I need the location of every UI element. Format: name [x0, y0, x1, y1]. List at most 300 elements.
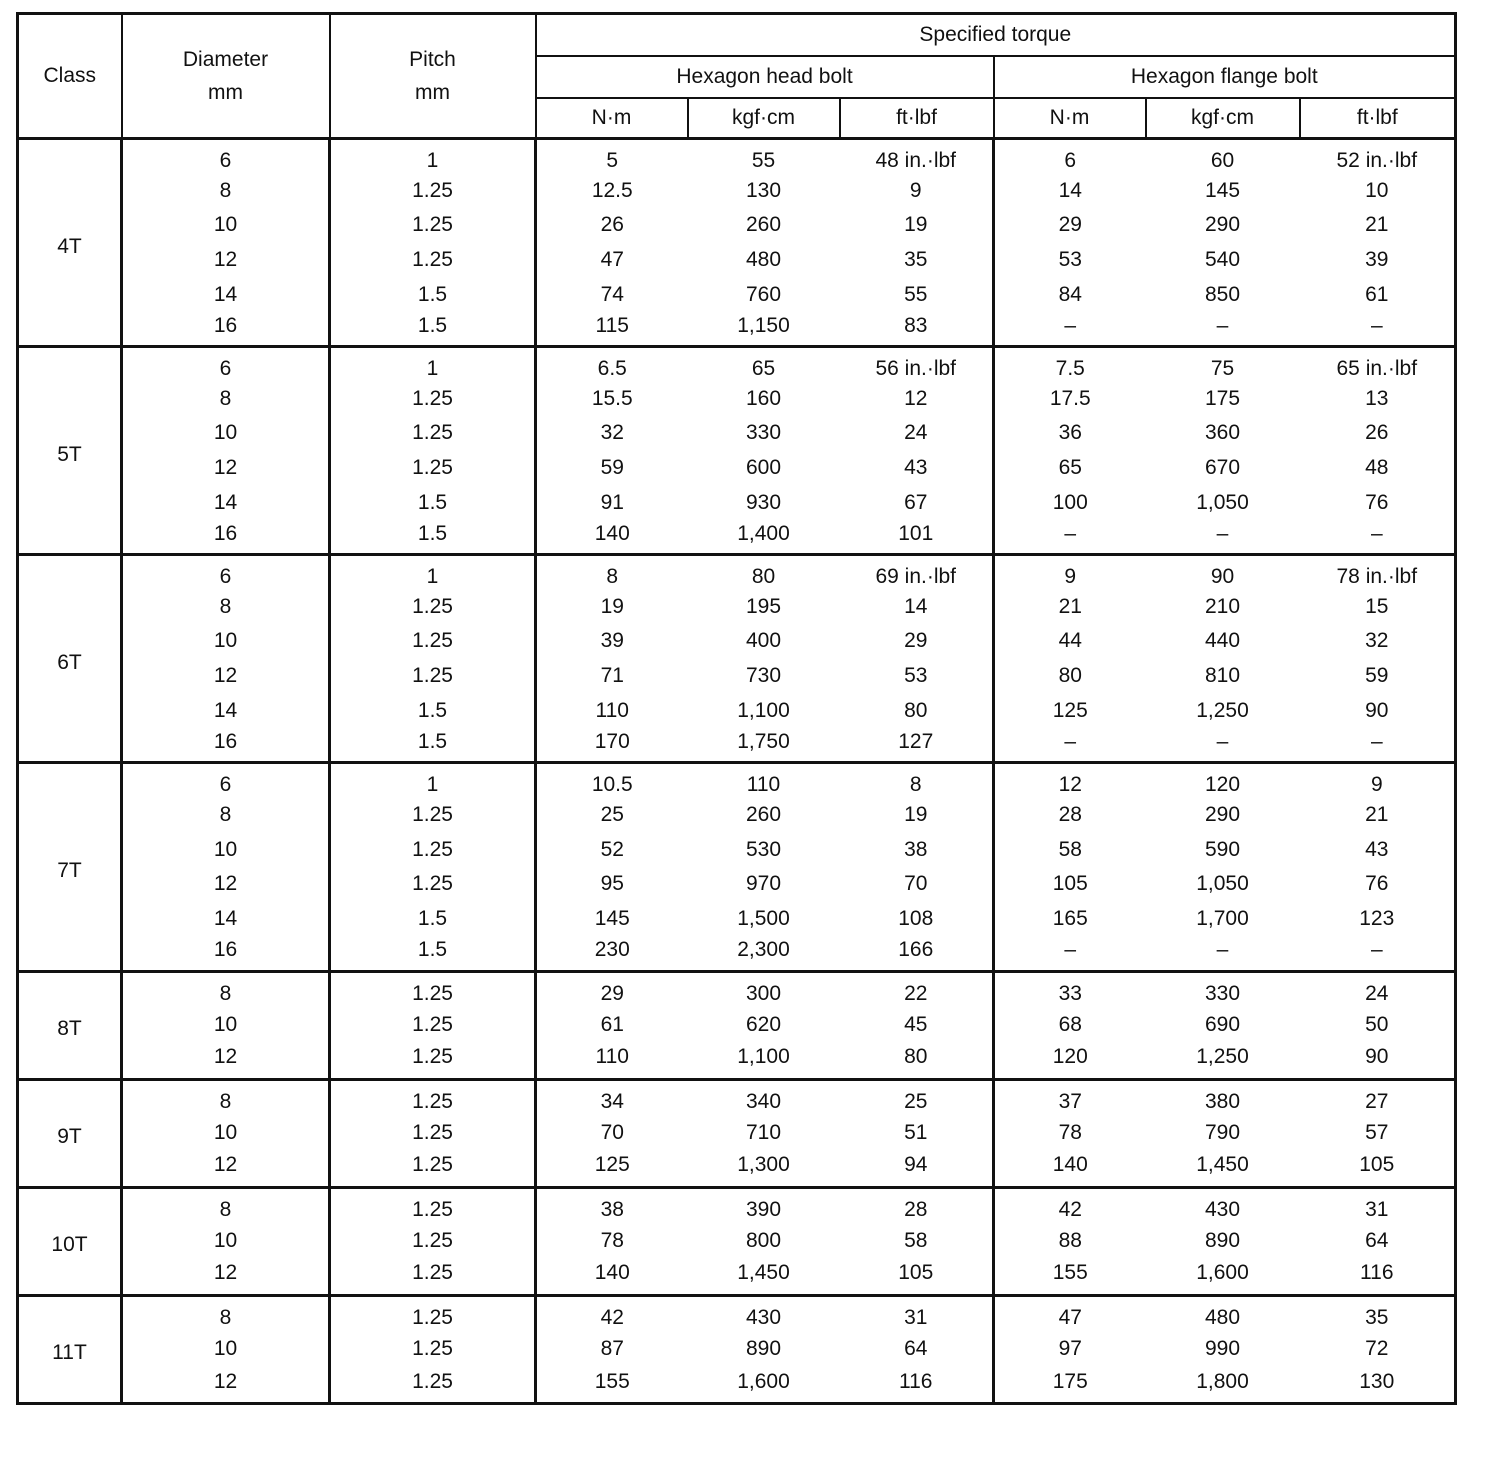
diameter-cell: 12 [122, 1043, 330, 1079]
flange-ftlbf-cell: 27 [1300, 1079, 1456, 1115]
head-ftlbf-cell: 12 [840, 381, 994, 416]
table-row [18, 347, 1456, 382]
hex-flange-bolt-header: Hexagon flange bolt [994, 56, 1456, 98]
head-kgfcm-cell: 800 [745, 1229, 782, 1252]
head-nm-cell: 115 [595, 313, 629, 337]
head-kgfcm-cell: 2,300 [737, 937, 790, 961]
head-nm-cell: 91 [600, 490, 624, 514]
pitch-cell: 1.5 [330, 312, 536, 347]
flange-kgfcm-cell: 1,450 [1196, 1153, 1249, 1177]
flange-ftlbf-cell: – [1370, 521, 1383, 545]
flange-ftlbf-cell: 78 in.·lbf [1300, 555, 1456, 590]
head-ftlbf-cell: 56 in.·lbf [840, 347, 994, 382]
flange-ftlbf-cell: 90 [1365, 1045, 1389, 1069]
head-ftlbf-cell: 31 [840, 1295, 994, 1331]
head-kgfcm-cell: 65 [688, 347, 840, 382]
flange-ftlbf-cell: 65 in.·lbf [1300, 347, 1456, 382]
flange-ftlbf-cell: 59 [1365, 664, 1389, 688]
head-ftlbf-cell: 105 [840, 1259, 994, 1295]
flange-kgfcm-cell: – [1216, 313, 1229, 337]
flange-nm-cell: – [1064, 521, 1077, 545]
pitch-cell: 1.25 [330, 1331, 536, 1367]
head-kgfcm-cell: 430 [688, 1295, 840, 1331]
torque-grid [16, 12, 1457, 1405]
flange-nm-cell: 6 [994, 139, 1146, 174]
flange-kgfcm-cell: 850 [1204, 282, 1241, 306]
head-nm-cell: 39 [600, 629, 624, 653]
head-kgfcm-cell: 340 [688, 1079, 840, 1115]
head-nm-cell: 170 [594, 729, 630, 753]
flange-ftlbf-cell: 43 [1365, 837, 1389, 861]
head-kgfcm-cell: 1,300 [737, 1153, 790, 1177]
table-row [18, 867, 1456, 902]
head-ftlbf-cell: 24 [840, 416, 994, 451]
diameter-cell: 8 [122, 1187, 330, 1223]
flange-kgfcm-cell: – [1216, 729, 1229, 753]
table-row [18, 381, 1456, 416]
head-ftlbf-cell: 53 [840, 659, 994, 694]
flange-kgfcm-cell: 75 [1146, 347, 1300, 382]
flange-ftlbf-cell: – [1370, 313, 1383, 337]
class-cell: 11T [18, 1295, 122, 1404]
table-row [18, 1043, 1456, 1079]
table-row [18, 1295, 1456, 1331]
diameter-cell: 12 [122, 1367, 330, 1404]
head-nm-cell: 42 [536, 1295, 688, 1331]
flange-kgfcm-cell: 175 [1204, 386, 1241, 410]
pitch-cell: 1.25 [330, 589, 536, 624]
table-row [18, 1367, 1456, 1404]
table-row [18, 1259, 1456, 1295]
head-ftlbf-cell: 9 [840, 173, 994, 208]
flange-kgfcm-cell: 1,800 [1196, 1369, 1249, 1393]
flange-nm-cell: 44 [1058, 629, 1082, 653]
flange-kgfcm-cell: 290 [1204, 802, 1241, 826]
flange-nm-cell: 97 [1058, 1337, 1082, 1360]
head-ftlbf-cell: 14 [840, 589, 994, 624]
diameter-cell: 6 [122, 555, 330, 590]
pitch-cell: 1.25 [330, 624, 536, 659]
flange-kgfcm-cell: 1,250 [1196, 1045, 1249, 1069]
flange-nm-cell: 105 [1052, 872, 1088, 896]
pitch-cell: 1.25 [330, 243, 536, 278]
flange-nm-cell: 125 [1052, 698, 1088, 722]
flange-kgfcm-cell: – [1216, 937, 1229, 961]
head-kgfcm-cell: 390 [688, 1187, 840, 1223]
pitch-cell: 1.25 [330, 1367, 536, 1404]
unit-header: N·m [536, 98, 688, 139]
head-ftlbf-cell: 101 [840, 520, 994, 555]
pitch-label: Pitch [409, 48, 456, 71]
flange-ftlbf-cell: 9 [1300, 763, 1456, 798]
flange-nm-cell: 12 [994, 763, 1146, 798]
flange-kgfcm-cell: 330 [1146, 971, 1300, 1007]
flange-ftlbf-cell: 105 [1359, 1153, 1395, 1177]
diameter-cell: 8 [122, 1295, 330, 1331]
flange-nm-cell: 14 [1058, 178, 1082, 202]
unit-header: N·m [994, 98, 1146, 139]
table-row [18, 312, 1456, 347]
head-nm-cell: 12.5 [591, 178, 633, 202]
flange-nm-cell: 29 [1058, 213, 1082, 237]
head-nm-cell: 70 [600, 1121, 624, 1144]
table-row [18, 798, 1456, 833]
diameter-cell: 12 [122, 1259, 330, 1295]
flange-kgfcm-cell: 210 [1204, 594, 1241, 618]
head-nm-cell: 15.5 [591, 386, 633, 410]
head-ftlbf-cell: 83 [840, 312, 994, 347]
head-ftlbf-cell: 19 [840, 798, 994, 833]
diameter-cell: 6 [122, 347, 330, 382]
table-row [18, 555, 1456, 590]
class-cell: 9T [18, 1079, 122, 1187]
flange-ftlbf-cell: 10 [1365, 178, 1389, 202]
flange-kgfcm-cell: 440 [1204, 629, 1241, 653]
head-ftlbf-cell: 35 [840, 243, 994, 278]
head-kgfcm-cell: 600 [745, 456, 782, 480]
pitch-cell: 1.5 [330, 694, 536, 729]
flange-ftlbf-cell: 50 [1365, 1013, 1389, 1036]
diameter-cell: 16 [122, 728, 330, 763]
flange-nm-cell: – [1064, 937, 1077, 961]
table-row [18, 832, 1456, 867]
head-ftlbf-cell: 166 [840, 936, 994, 971]
flange-nm-cell: 33 [994, 971, 1146, 1007]
flange-ftlbf-cell: 90 [1365, 698, 1389, 722]
head-kgfcm-cell: 620 [745, 1013, 782, 1036]
pitch-cell: 1.25 [330, 1115, 536, 1151]
flange-nm-cell: 78 [1058, 1121, 1082, 1144]
diameter-unit: mm [208, 81, 243, 104]
head-kgfcm-cell: 890 [745, 1337, 782, 1360]
table-row [18, 139, 1456, 174]
diameter-cell: 12 [122, 659, 330, 694]
pitch-cell: 1.25 [330, 1259, 536, 1295]
head-nm-cell: 155 [594, 1369, 630, 1393]
head-nm-cell: 61 [600, 1013, 624, 1036]
pitch-cell: 1.25 [330, 1151, 536, 1187]
flange-ftlbf-cell: 116 [1360, 1261, 1394, 1285]
class-cell: 10T [18, 1187, 122, 1295]
head-nm-cell: 140 [594, 521, 630, 545]
head-nm-cell: 38 [536, 1187, 688, 1223]
table-row [18, 624, 1456, 659]
flange-nm-cell: 7.5 [994, 347, 1146, 382]
pitch-cell: 1.25 [330, 798, 536, 833]
head-kgfcm-cell: 110 [688, 763, 840, 798]
diameter-cell: 10 [122, 416, 330, 451]
head-kgfcm-cell: 195 [745, 594, 782, 618]
hex-head-bolt-header: Hexagon head bolt [536, 56, 994, 98]
pitch-cell: 1.5 [330, 902, 536, 937]
head-kgfcm-cell: 1,450 [737, 1261, 790, 1285]
flange-kgfcm-cell: 690 [1204, 1013, 1241, 1036]
table-row [18, 694, 1456, 729]
head-nm-cell: 110 [595, 698, 629, 722]
table-row [18, 416, 1456, 451]
pitch-cell: 1.25 [330, 867, 536, 902]
table-row [18, 902, 1456, 937]
table-row [18, 1007, 1456, 1043]
head-ftlbf-cell: 70 [840, 867, 994, 902]
head-kgfcm-cell: 160 [745, 386, 782, 410]
flange-ftlbf-cell: 32 [1365, 629, 1389, 653]
class-cell: 5T [18, 347, 122, 555]
flange-ftlbf-cell: 26 [1365, 421, 1389, 445]
diameter-cell: 16 [122, 312, 330, 347]
head-ftlbf-cell: 58 [840, 1223, 994, 1259]
pitch-header [330, 14, 536, 139]
table-row [18, 520, 1456, 555]
unit-header: kgf·cm [1146, 98, 1300, 139]
flange-nm-cell: 65 [1058, 456, 1082, 480]
table-row [18, 1331, 1456, 1367]
pitch-cell: 1.25 [330, 1043, 536, 1079]
head-ftlbf-cell: 45 [840, 1007, 994, 1043]
class-cell: 7T [18, 763, 122, 971]
head-kgfcm-cell: 710 [745, 1121, 782, 1144]
pitch-unit: mm [415, 81, 450, 104]
flange-kgfcm-cell: 890 [1204, 1229, 1241, 1252]
head-ftlbf-cell: 80 [840, 694, 994, 729]
head-ftlbf-cell: 116 [840, 1367, 994, 1404]
head-nm-cell: 230 [594, 937, 630, 961]
head-kgfcm-cell: 260 [745, 802, 782, 826]
head-nm-cell: 26 [600, 213, 624, 237]
flange-ftlbf-cell: 57 [1365, 1121, 1389, 1144]
table-row [18, 485, 1456, 520]
unit-header: ft·lbf [840, 98, 994, 139]
diameter-cell: 12 [122, 451, 330, 486]
head-kgfcm-cell: 80 [688, 555, 840, 590]
head-ftlbf-cell: 43 [840, 451, 994, 486]
flange-nm-cell: 37 [994, 1079, 1146, 1115]
head-ftlbf-cell: 28 [840, 1187, 994, 1223]
head-nm-cell: 78 [600, 1229, 624, 1252]
diameter-cell: 10 [122, 624, 330, 659]
head-nm-cell: 8 [536, 555, 688, 590]
flange-ftlbf-cell: 39 [1365, 247, 1389, 271]
diameter-cell: 8 [122, 589, 330, 624]
flange-ftlbf-cell: – [1370, 937, 1383, 961]
head-kgfcm-cell: 480 [745, 247, 782, 271]
flange-nm-cell: 28 [1058, 802, 1082, 826]
flange-nm-cell: 9 [994, 555, 1146, 590]
flange-ftlbf-cell: 31 [1300, 1187, 1456, 1223]
flange-kgfcm-cell: 1,600 [1196, 1261, 1249, 1285]
head-nm-cell: 5 [536, 139, 688, 174]
flange-kgfcm-cell: 990 [1204, 1337, 1241, 1360]
head-kgfcm-cell: 930 [745, 490, 782, 514]
head-nm-cell: 10.5 [536, 763, 688, 798]
flange-ftlbf-cell: 72 [1365, 1337, 1389, 1360]
diameter-cell: 14 [122, 277, 330, 312]
diameter-cell: 10 [122, 1223, 330, 1259]
class-header: Class [18, 14, 122, 139]
head-nm-cell: 110 [595, 1045, 629, 1069]
flange-ftlbf-cell: 76 [1365, 490, 1389, 514]
head-nm-cell: 59 [600, 456, 624, 480]
table-row [18, 659, 1456, 694]
flange-nm-cell: 165 [1052, 906, 1088, 930]
flange-ftlbf-cell: 35 [1300, 1295, 1456, 1331]
table-row [18, 971, 1456, 1007]
pitch-cell: 1.25 [330, 173, 536, 208]
pitch-cell: 1 [330, 347, 536, 382]
head-kgfcm-cell: 260 [745, 213, 782, 237]
flange-ftlbf-cell: – [1370, 729, 1383, 753]
flange-nm-cell: 58 [1058, 837, 1082, 861]
diameter-cell: 10 [122, 1115, 330, 1151]
flange-ftlbf-cell: 21 [1365, 213, 1389, 237]
flange-nm-cell: 100 [1052, 490, 1088, 514]
head-nm-cell: 19 [600, 594, 624, 618]
head-nm-cell: 25 [600, 802, 624, 826]
flange-kgfcm-cell: 90 [1146, 555, 1300, 590]
head-ftlbf-cell: 22 [840, 971, 994, 1007]
table-row [18, 1151, 1456, 1187]
flange-kgfcm-cell: 380 [1146, 1079, 1300, 1115]
head-ftlbf-cell: 38 [840, 832, 994, 867]
table-row [18, 728, 1456, 763]
table-row [18, 589, 1456, 624]
flange-nm-cell: 80 [1058, 664, 1082, 688]
diameter-cell: 8 [122, 1079, 330, 1115]
head-kgfcm-cell: 130 [745, 178, 782, 202]
head-ftlbf-cell: 25 [840, 1079, 994, 1115]
flange-kgfcm-cell: – [1216, 521, 1229, 545]
table-row [18, 277, 1456, 312]
flange-kgfcm-cell: 290 [1204, 213, 1241, 237]
table-body [18, 139, 1456, 1404]
pitch-cell: 1.25 [330, 451, 536, 486]
pitch-cell: 1.25 [330, 659, 536, 694]
flange-nm-cell: 68 [1058, 1013, 1082, 1036]
pitch-cell: 1.25 [330, 971, 536, 1007]
flange-kgfcm-cell: 540 [1204, 247, 1241, 271]
table-row [18, 173, 1456, 208]
flange-ftlbf-cell: 76 [1365, 872, 1389, 896]
pitch-cell: 1.5 [330, 936, 536, 971]
head-kgfcm-cell: 330 [745, 421, 782, 445]
flange-ftlbf-cell: 21 [1365, 802, 1389, 826]
head-kgfcm-cell: 1,100 [737, 698, 790, 722]
head-ftlbf-cell: 29 [840, 624, 994, 659]
pitch-cell: 1.5 [330, 277, 536, 312]
pitch-cell: 1.25 [330, 1223, 536, 1259]
class-cell: 8T [18, 971, 122, 1079]
head-ftlbf-cell: 69 in.·lbf [840, 555, 994, 590]
head-kgfcm-cell: 1,400 [737, 521, 790, 545]
head-nm-cell: 32 [600, 421, 624, 445]
table-row [18, 936, 1456, 971]
table-header [18, 14, 1456, 139]
head-ftlbf-cell: 8 [840, 763, 994, 798]
flange-kgfcm-cell: 430 [1146, 1187, 1300, 1223]
flange-nm-cell: 53 [1058, 247, 1082, 271]
pitch-cell: 1.25 [330, 416, 536, 451]
flange-kgfcm-cell: 1,050 [1196, 872, 1249, 896]
flange-nm-cell: 36 [1058, 421, 1082, 445]
pitch-cell: 1.25 [330, 832, 536, 867]
specified-torque-header: Specified torque [536, 14, 1456, 56]
table-row [18, 763, 1456, 798]
diameter-cell: 12 [122, 1151, 330, 1187]
head-ftlbf-cell: 80 [840, 1043, 994, 1079]
head-kgfcm-cell: 1,500 [737, 906, 790, 930]
pitch-cell: 1 [330, 555, 536, 590]
head-nm-cell: 29 [536, 971, 688, 1007]
flange-kgfcm-cell: 360 [1204, 421, 1241, 445]
head-kgfcm-cell: 1,750 [737, 729, 790, 753]
head-nm-cell: 34 [536, 1079, 688, 1115]
head-nm-cell: 145 [594, 906, 630, 930]
pitch-cell: 1 [330, 139, 536, 174]
diameter-cell: 14 [122, 902, 330, 937]
pitch-cell: 1.5 [330, 728, 536, 763]
flange-nm-cell: – [1064, 729, 1077, 753]
head-kgfcm-cell: 530 [745, 837, 782, 861]
flange-kgfcm-cell: 1,050 [1196, 490, 1249, 514]
diameter-cell: 10 [122, 1007, 330, 1043]
head-nm-cell: 52 [600, 837, 624, 861]
table-row [18, 1187, 1456, 1223]
flange-ftlbf-cell: 64 [1365, 1229, 1389, 1252]
flange-nm-cell: 120 [1052, 1045, 1088, 1069]
flange-nm-cell: 47 [994, 1295, 1146, 1331]
flange-kgfcm-cell: 120 [1146, 763, 1300, 798]
head-kgfcm-cell: 970 [745, 872, 782, 896]
head-kgfcm-cell: 1,100 [737, 1045, 790, 1069]
diameter-cell: 10 [122, 1331, 330, 1367]
head-ftlbf-cell: 19 [840, 208, 994, 243]
flange-nm-cell: 42 [994, 1187, 1146, 1223]
diameter-cell: 6 [122, 763, 330, 798]
head-kgfcm-cell: 1,600 [737, 1369, 790, 1393]
head-nm-cell: 125 [594, 1153, 630, 1177]
class-cell: 4T [18, 139, 122, 347]
flange-kgfcm-cell: 145 [1204, 178, 1241, 202]
table-row [18, 208, 1456, 243]
pitch-cell: 1.5 [330, 520, 536, 555]
diameter-cell: 14 [122, 485, 330, 520]
table-row [18, 451, 1456, 486]
flange-nm-cell: 21 [1058, 594, 1082, 618]
head-ftlbf-cell: 55 [840, 277, 994, 312]
pitch-cell: 1 [330, 763, 536, 798]
pitch-cell: 1.5 [330, 485, 536, 520]
flange-kgfcm-cell: 480 [1146, 1295, 1300, 1331]
table-row [18, 243, 1456, 278]
diameter-cell: 6 [122, 139, 330, 174]
table-row [18, 1115, 1456, 1151]
flange-nm-cell: 88 [1058, 1229, 1082, 1252]
head-ftlbf-cell: 127 [840, 728, 994, 763]
flange-kgfcm-cell: 670 [1204, 456, 1241, 480]
head-kgfcm-cell: 1,150 [737, 313, 790, 337]
flange-kgfcm-cell: 590 [1204, 837, 1241, 861]
flange-nm-cell: 84 [1058, 282, 1082, 306]
flange-nm-cell: – [1064, 313, 1077, 337]
unit-header: ft·lbf [1300, 98, 1456, 139]
head-ftlbf-cell: 48 in.·lbf [840, 139, 994, 174]
pitch-cell: 1.25 [330, 1295, 536, 1331]
flange-nm-cell: 155 [1052, 1261, 1088, 1285]
flange-kgfcm-cell: 1,250 [1196, 698, 1249, 722]
flange-kgfcm-cell: 790 [1204, 1121, 1241, 1144]
head-nm-cell: 6.5 [536, 347, 688, 382]
flange-ftlbf-cell: 13 [1365, 386, 1389, 410]
